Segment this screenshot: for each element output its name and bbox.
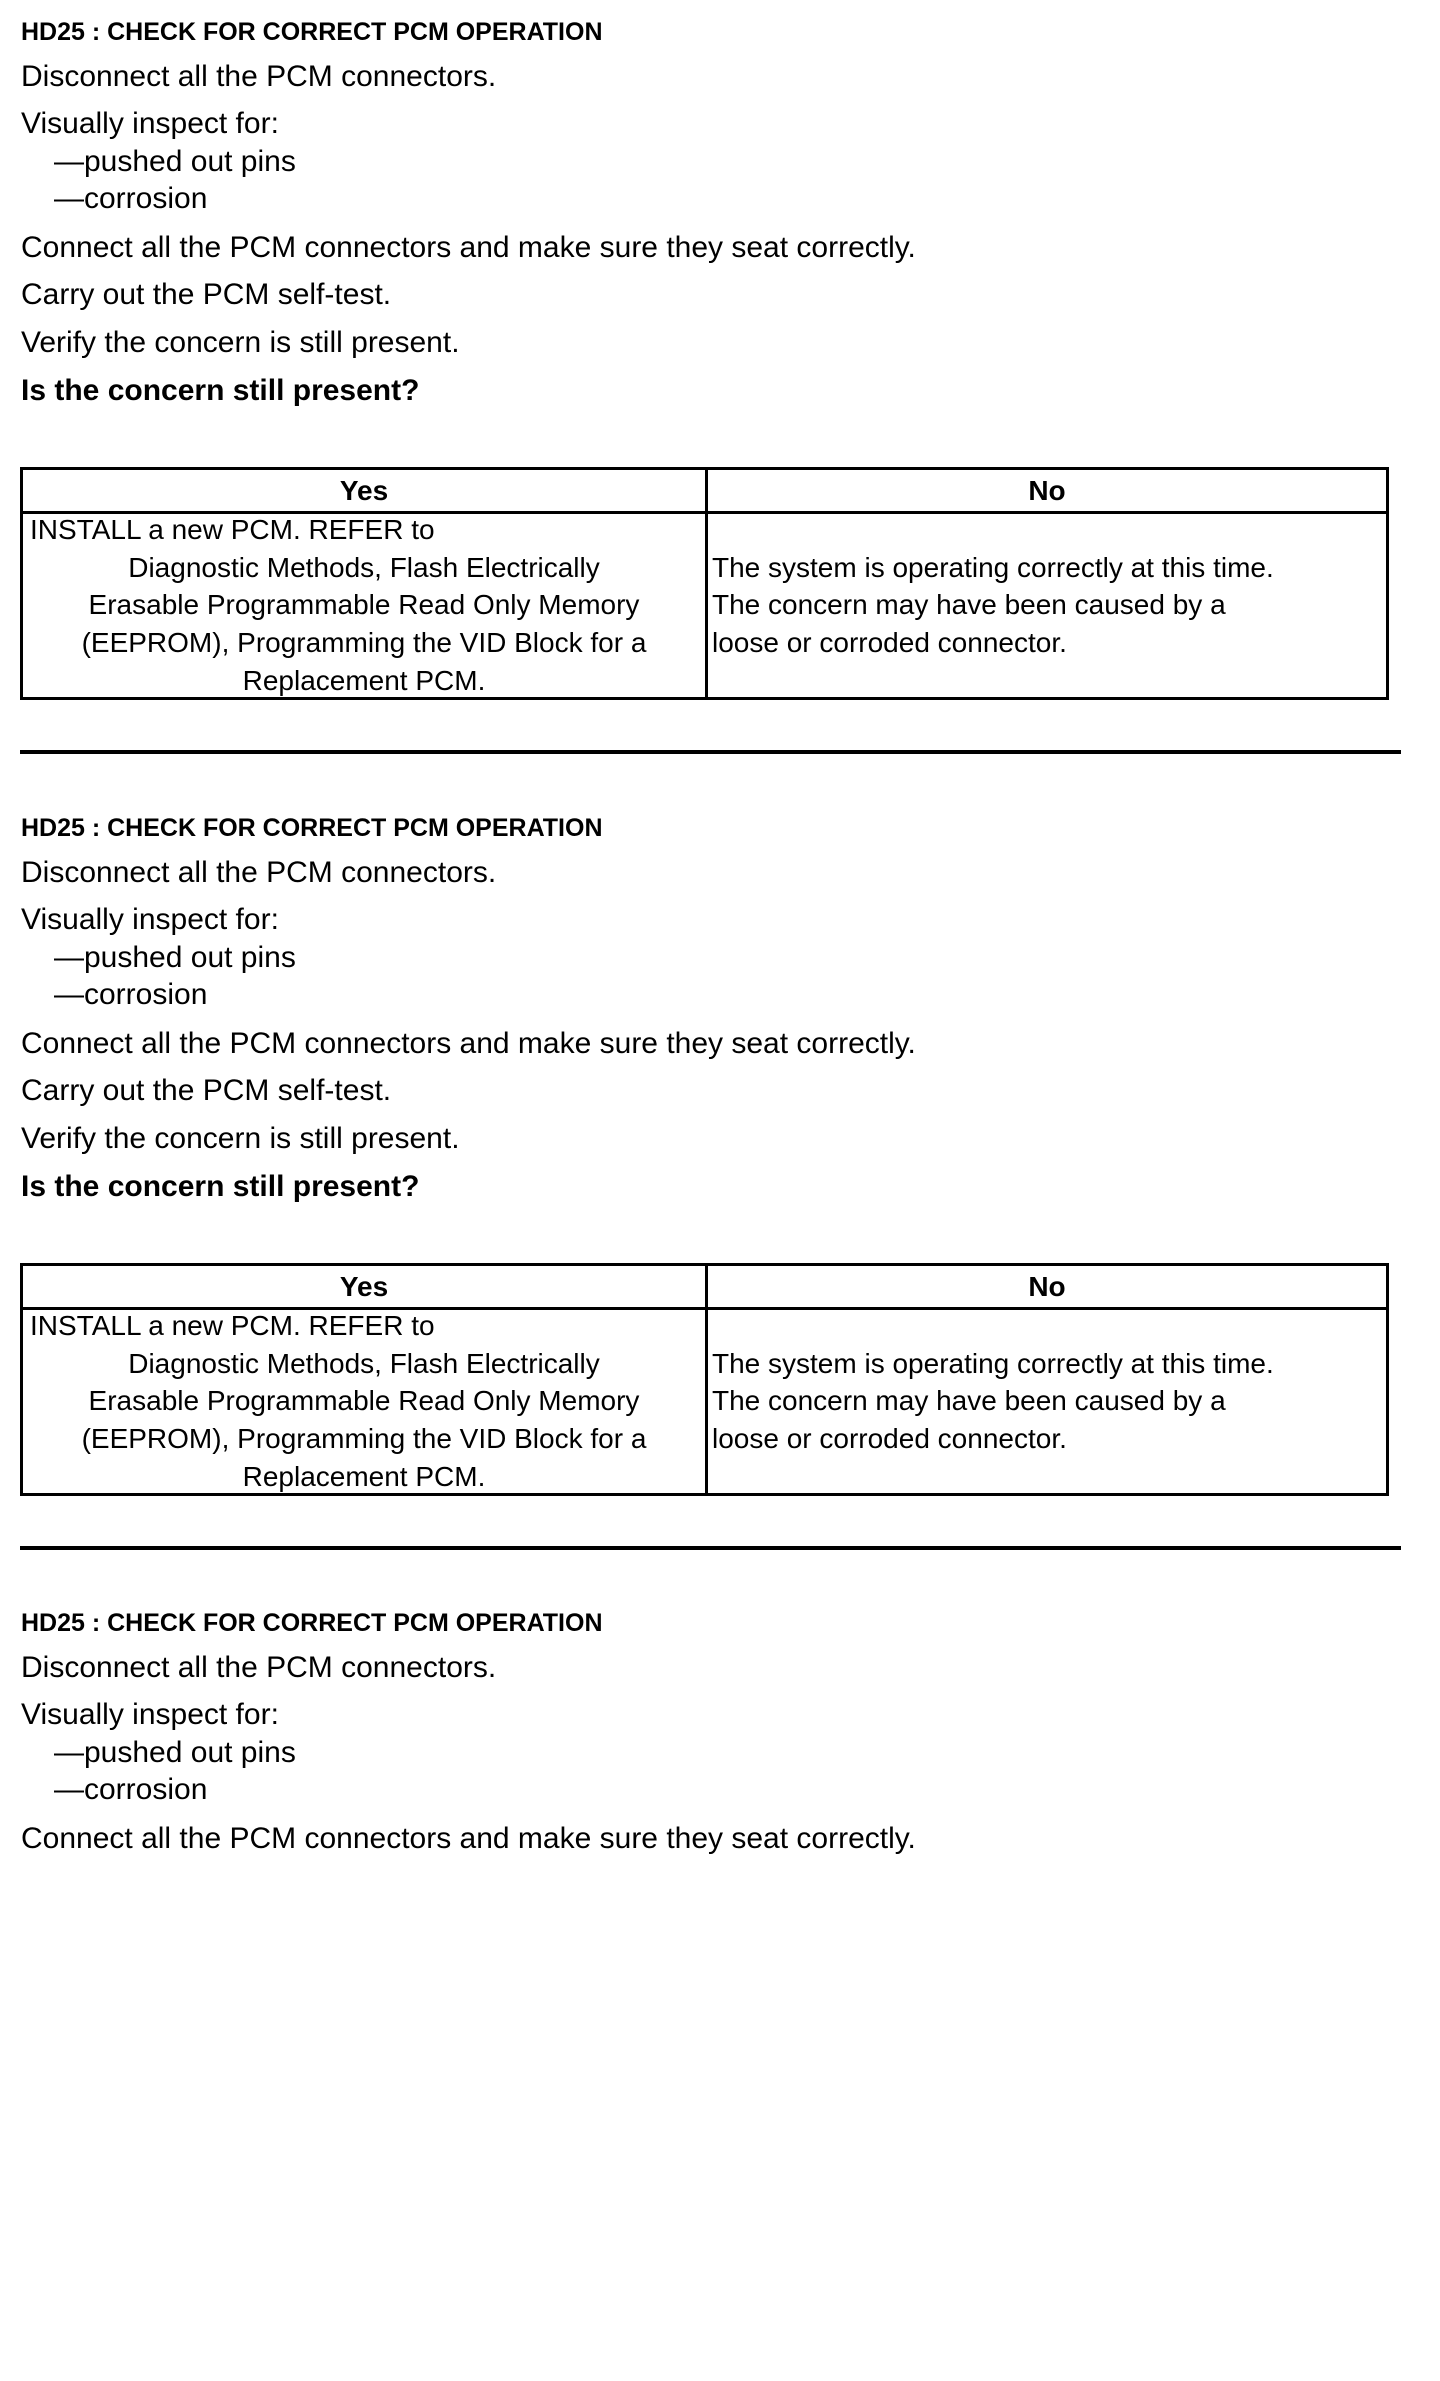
yes-cell-line: Erasable Programmable Read Only Memory <box>88 1385 640 1416</box>
section-heading: HD25 : CHECK FOR CORRECT PCM OPERATION <box>21 18 603 46</box>
section-heading: HD25 : CHECK FOR CORRECT PCM OPERATION <box>21 1609 603 1637</box>
yes-cell-line: Diagnostic Methods, Flash Electrically <box>128 552 600 583</box>
no-cell-line: The concern may have been caused by a <box>712 1385 1226 1416</box>
instruction-line: Carry out the PCM self-test. <box>21 1074 392 1107</box>
inspection-item: —corrosion <box>54 182 208 215</box>
diagnostic-section <box>0 1591 1440 2381</box>
instruction-line: Disconnect all the PCM connectors. <box>21 856 497 889</box>
inspection-item: —corrosion <box>54 1773 208 1806</box>
diagnostic-section <box>0 0 1440 790</box>
section-divider <box>20 1546 1401 1550</box>
yes-cell-line: INSTALL a new PCM. REFER to <box>30 514 435 545</box>
no-header: No <box>1028 475 1066 506</box>
instruction-line: Verify the concern is still present. <box>21 326 460 359</box>
no-cell-line: loose or corroded connector. <box>712 627 1067 658</box>
yes-cell-line: (EEPROM), Programming the VID Block for a <box>81 627 647 658</box>
result-table <box>20 467 1389 700</box>
yes-cell-line: Replacement PCM. <box>242 665 486 696</box>
yes-header: Yes <box>339 1271 389 1302</box>
instruction-line: Disconnect all the PCM connectors. <box>21 60 497 93</box>
yes-cell-line: Replacement PCM. <box>242 1461 486 1492</box>
diagnostic-section <box>0 796 1440 1586</box>
instruction-line: Carry out the PCM self-test. <box>21 278 392 311</box>
instruction-line: Connect all the PCM connectors and make sure they seat correctly. <box>21 1822 916 1855</box>
instruction-line: Visually inspect for: <box>21 1698 279 1731</box>
yes-cell-line: Diagnostic Methods, Flash Electrically <box>128 1348 600 1379</box>
instruction-line: Verify the concern is still present. <box>21 1122 460 1155</box>
yes-cell-line: INSTALL a new PCM. REFER to <box>30 1310 435 1341</box>
inspection-item: —pushed out pins <box>54 145 296 178</box>
instruction-line: Visually inspect for: <box>21 107 279 140</box>
inspection-item: —corrosion <box>54 978 208 1011</box>
no-cell-line: The concern may have been caused by a <box>712 589 1226 620</box>
yes-header: Yes <box>339 475 389 506</box>
section-heading: HD25 : CHECK FOR CORRECT PCM OPERATION <box>21 814 603 842</box>
instruction-line: Connect all the PCM connectors and make sure they seat correctly. <box>21 231 916 264</box>
yes-cell-line: (EEPROM), Programming the VID Block for a <box>81 1423 647 1454</box>
instruction-line: Visually inspect for: <box>21 903 279 936</box>
result-table <box>20 1263 1389 1496</box>
section-divider <box>20 750 1401 754</box>
no-cell-line: loose or corroded connector. <box>712 1423 1067 1454</box>
question: Is the concern still present? <box>21 374 420 407</box>
no-cell-line: The system is operating correctly at this time. <box>712 1348 1274 1379</box>
inspection-item: —pushed out pins <box>54 1736 296 1769</box>
no-header: No <box>1028 1271 1066 1302</box>
instruction-line: Connect all the PCM connectors and make sure they seat correctly. <box>21 1027 916 1060</box>
inspection-item: —pushed out pins <box>54 941 296 974</box>
question: Is the concern still present? <box>21 1170 420 1203</box>
instruction-line: Disconnect all the PCM connectors. <box>21 1651 497 1684</box>
no-cell-line: The system is operating correctly at this time. <box>712 552 1274 583</box>
yes-cell-line: Erasable Programmable Read Only Memory <box>88 589 640 620</box>
